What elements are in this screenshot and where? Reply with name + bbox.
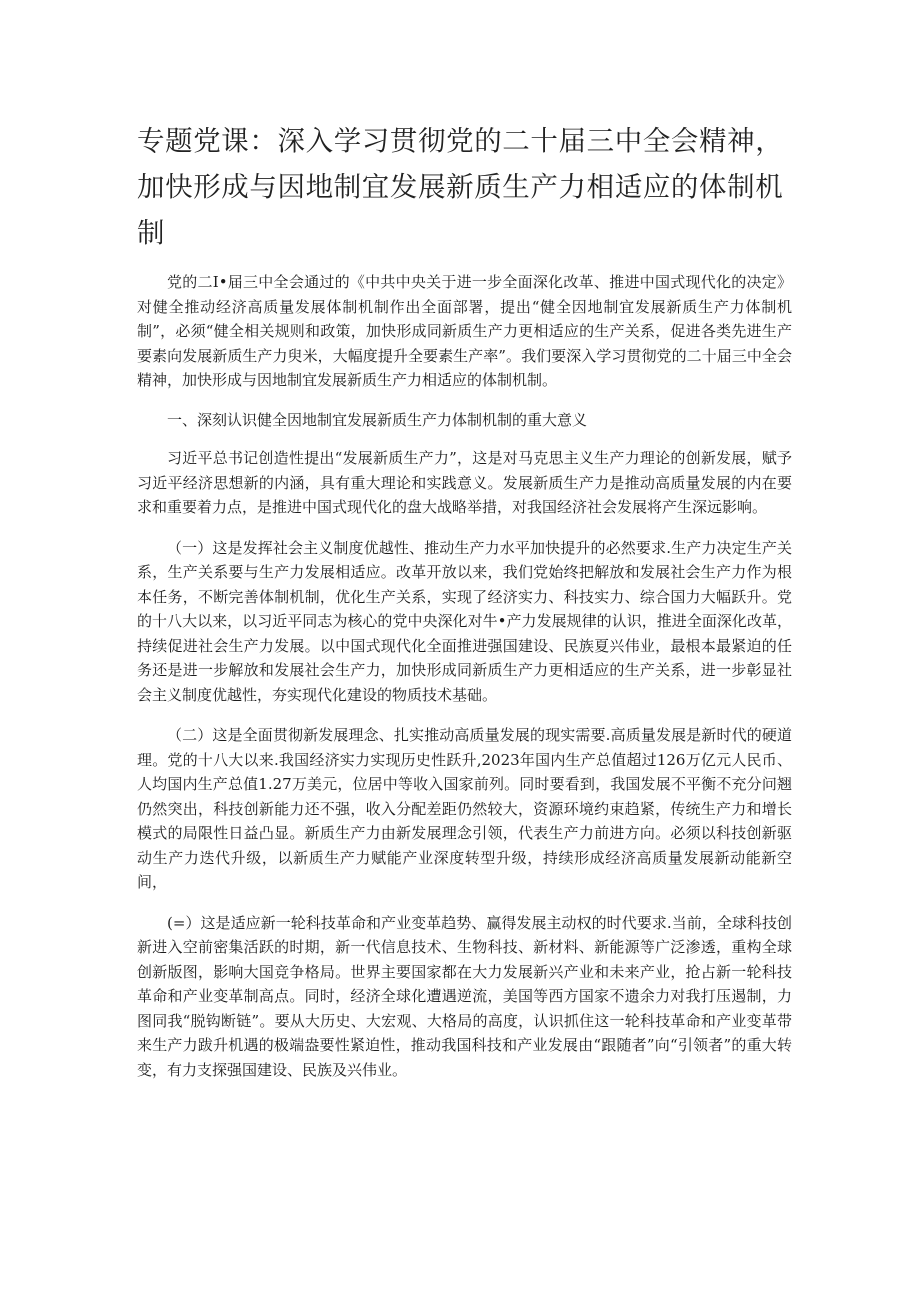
subsection-3-body: 当前，全球科技创新进入空前密集活跃的时期，新一代信息技术、生物科技、新材料、新能源等广泛渗透，重构全球创新版图，影响大国竞争格局。世界主要国家都在大力发展新兴产业和未来产业，抢占新一轮科技革命和产业变革制高点。同时，经济全球化遭遇逆流，美国等西方国家不遗余力对我打压遏制，力图同我“脱钩断链”。要从大历史、大宏观、大格局的高度，认识抓住这一轮科技革命和产业变革带来生产力跋升机遇的极端盎要性紧迫性，推动我国科技和产业发展由“跟随者”向“引领者”的重大转变，有力支探强国建设、民族及兴伟业。 <box>137 913 792 1079</box>
subsection-2-lead: （二）这是全面贯彻新发展理念、扎实推动高质量发展的现实需要. <box>167 726 611 744</box>
subsection-1-lead: （一）这是发挥社会主义制度优越性、推动生产力水平加快提升的必然要求. <box>167 538 671 557</box>
subsection-3-lead: (=）这是适应新一轮科技革命和产业变革趋势、赢得发展主动权的时代要求. <box>167 913 672 932</box>
subsection-3-paragraph <box>137 911 792 1083</box>
subsection-2-paragraph <box>137 723 792 895</box>
subsection-1-body: 生产力决定生产关系，生产关系要与生产力发展相适应。改革开放以来，我们党始终把解放和发展社会生产力作为根本任务，不断完善体制机制，优化生产关系，实现了经济实力、科技实力、综合国力大幅跃升。党的十八大以来，以习近平同志为核心的党中央深化对牛•产力发展规律的认识，推进全面深化改革，持续促进社会生产力发展。以中国式现代化全面推进强国建设、民族夏兴伟业，最根本最紧迫的任务还是进一步解放和发展社会生产力，加快形成同新质生产力更相适应的生产关系，进一步彰显社会主义制度优越性，夯实现代化建设的物质技术基础。 <box>137 538 792 704</box>
subsection-2-body: 高质量发展是新时代的硬道理。党的十八大以来.我国经济实力实现历史性跃升,2023年国内生产总值超过126万亿元人民币、人均国内生产总值1.27万美元，位居中等收入国家前列。同时要看到，我国发展不平衡不充分问翘仍然突出，科技创新能力还不强，收入分配差距仍然较大，资源环境约束趋紧，传统生产力和增长模式的局限性日益凸显。新质生产力由新发展理念引领，代表生产力前进方向。必须以科技创新驱动生产力迭代升级，以新质生产力赋能产业深度转型升级，持续形成经济高质量发展新动能新空间， <box>137 726 792 891</box>
section-heading-1: 一、深刻认识健全因地制宜发展新质生产力体制机制的重大意义 <box>167 410 588 429</box>
document-body <box>137 270 792 1082</box>
section-1-paragraph: 习近平总书记创造性提出“发展新质生产力”，这是对马克思主义生产力理论的创新发展，赋予习近平经济思想新的内涵，具有重大理论和实践意义。发展新质生产力是推动高质量发展的内在要求和重要着力点，是推进中国式现代化的盘大战略举措，对我国经济社会发展将产生深远影响。 <box>137 449 792 516</box>
subsection-1-paragraph <box>137 536 792 708</box>
intro-paragraph: 党的二I•届三中全会通过的《中共中央关于进一步全面深化改革、推进中国式现代化的决定》对健全推动经济高质量发展体制机制作出全面部署，提出“健全因地制宜发展新质生产力体制机制”，必须“健全相关规则和政策，加快形成同新质生产力更相适应的生产关系，促进各类先进生产要素向发展新质生产力臾米，大幅度提升全要素生产率”。我们要深入学习贯彻党的二十届三中全会精神，加快形成与因地制宜发展新质生产力相适应的体制机制。 <box>137 273 792 389</box>
document-title: 专题党课：深入学习贯彻党的二十届三中全会精神，加快形成与因地制宜发展新质生产力相适应的体制机制 <box>137 125 784 249</box>
